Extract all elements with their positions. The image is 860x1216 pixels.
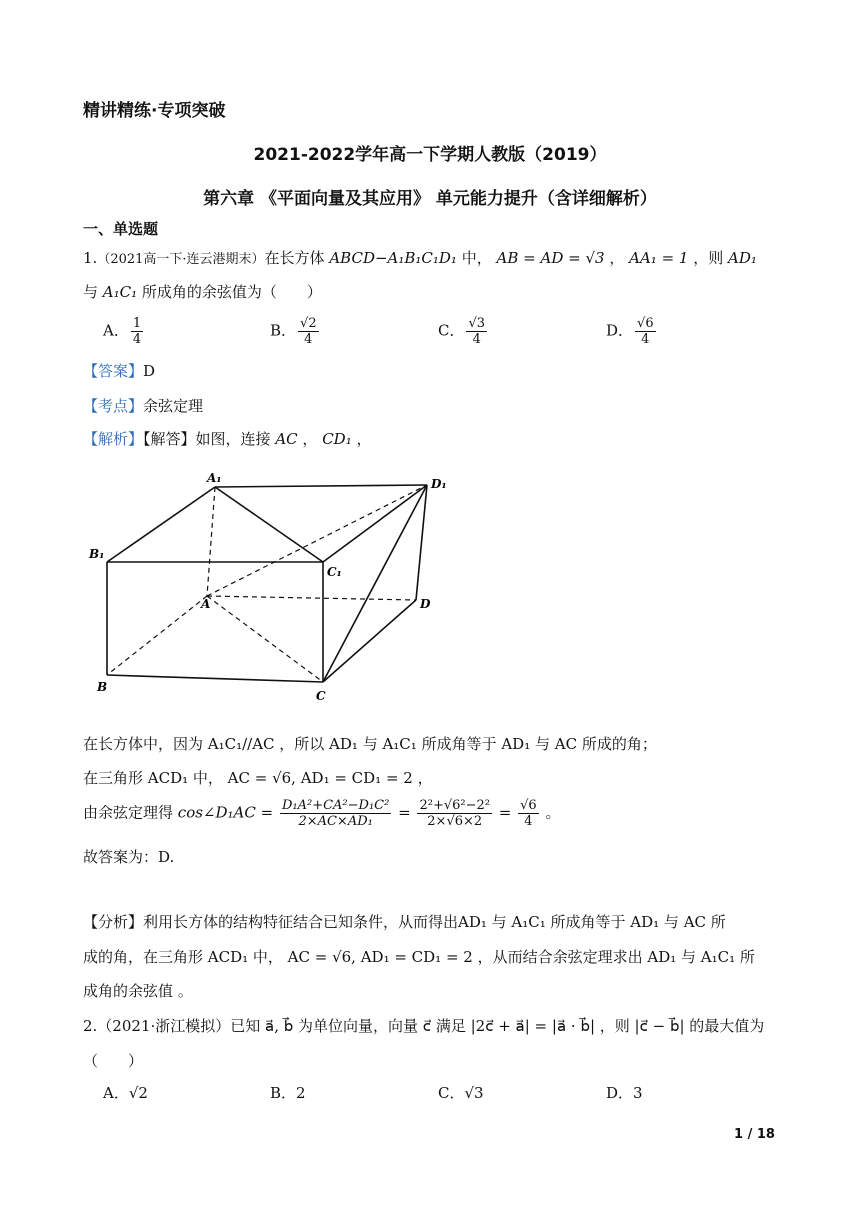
sol-text: 。: [545, 803, 561, 822]
q1-option-b[interactable]: [270, 316, 321, 347]
option-value: 2: [296, 1084, 306, 1102]
numerator: √6: [637, 316, 654, 331]
option-label: D．: [606, 1084, 634, 1102]
q1-expr-box: ABCD−A₁B₁C₁D₁: [329, 249, 457, 267]
numerator: √2: [300, 316, 317, 331]
q1-stem-text: ，则: [693, 249, 724, 267]
label-b1: B₁: [89, 547, 105, 561]
fenxi-line1: 【分析】利用长方体的结构特征结合已知条件，从而得出AD₁ 与 A₁C₁ 所成角等于 AD₁ 与 AC 所: [83, 913, 726, 931]
edge-a-c: [207, 596, 323, 682]
numerator: √3: [468, 316, 486, 331]
q1-stem-text: 所成角的余弦值为（ ）: [141, 283, 322, 301]
denominator: 4: [472, 332, 481, 347]
label-d1: D₁: [431, 477, 447, 491]
edge-c-d: [323, 600, 416, 682]
q2-option-b[interactable]: [270, 1082, 306, 1103]
option-fraction: [635, 316, 656, 347]
page-number: 1 / 18: [734, 1127, 775, 1142]
denominator: 4: [641, 332, 650, 347]
q1-stem-text: 与: [83, 283, 99, 301]
option-label: B．: [270, 1084, 297, 1102]
sol-fraction-1: [280, 798, 391, 829]
option-fraction: [298, 316, 319, 347]
sol-line3: [83, 798, 561, 829]
q1-answer: [83, 360, 155, 381]
brand-title: 精讲精练·专项突破: [83, 101, 226, 121]
q1-stem-line1: [83, 247, 757, 268]
sol-line2: 在三角形 ACD₁ 中， AC = √6, AD₁ = CD₁ = 2 ，: [83, 769, 433, 787]
edge-a-d1: [207, 485, 427, 596]
edge-b1-a1: [107, 487, 215, 562]
edge-a1-c1: [215, 487, 323, 562]
q1-expr-aa1: AA₁ = 1: [629, 249, 689, 267]
option-value: 3: [633, 1084, 643, 1102]
analysis-text: ，: [302, 430, 318, 448]
year-title: 2021-2022学年高一下学期人教版（2019）: [253, 145, 607, 165]
sol-cos: cos∠D₁AC =: [177, 803, 274, 822]
sol-fraction-3: [518, 798, 539, 829]
label-d: D: [420, 597, 431, 611]
point-value: 余弦定理: [143, 397, 204, 415]
option-label: A．: [103, 321, 129, 340]
sol-fraction-2: [417, 798, 492, 829]
denominator: 2×√6×2: [427, 814, 483, 829]
numerator: 1: [132, 316, 142, 331]
cuboid-figure: [80, 462, 460, 710]
numerator: D₁A²+CA²−D₁C²: [281, 798, 390, 813]
option-fraction: [466, 316, 487, 347]
q1-source: （2021高一下·连云港期末）: [97, 252, 265, 267]
analysis-text: ，: [356, 430, 372, 448]
option-label: C．: [438, 321, 465, 340]
edge-b-c: [107, 675, 323, 682]
label-c1: C₁: [327, 565, 342, 579]
q1-option-d[interactable]: [606, 316, 658, 347]
fenxi-line3: 成角的余弦值 。: [83, 982, 193, 1000]
analysis-text: 【解答】如图，连接: [143, 430, 271, 448]
analysis-cd1: CD₁: [322, 430, 352, 448]
option-label: C．: [438, 1084, 465, 1102]
edge-d1-c1: [323, 485, 427, 562]
option-label: D．: [606, 321, 634, 340]
option-value: √2: [128, 1084, 148, 1102]
q1-analysis: [83, 428, 372, 449]
sol-eq: =: [398, 803, 411, 822]
q2-option-d[interactable]: [606, 1082, 643, 1103]
chapter-title: 第六章 《平面向量及其应用》 单元能力提升（含详细解析）: [203, 189, 657, 209]
label-a1: A₁: [207, 471, 222, 485]
option-value: √3: [464, 1084, 484, 1102]
option-label: B．: [270, 321, 297, 340]
edge-c-d1: [323, 485, 427, 682]
denominator: 2×AC×AD₁: [298, 814, 373, 829]
denominator: 4: [524, 814, 533, 829]
option-label: A．: [103, 1084, 129, 1102]
analysis-ac: AC: [275, 430, 298, 448]
q1-number: 1.: [83, 249, 98, 267]
sol-line1: 在长方体中，因为 A₁C₁//AC ，所以 AD₁ 与 A₁C₁ 所成角等于 AD₁ 与 AC 所成的角；: [83, 735, 657, 753]
q1-stem-text: ，: [609, 249, 625, 267]
sol-eq: =: [498, 803, 512, 822]
q1-expr-ab: AB = AD = √3: [496, 249, 605, 267]
answer-value: D: [143, 362, 156, 380]
point-tag: 【考点】: [83, 397, 144, 415]
option-fraction: [131, 316, 143, 347]
q1-option-a[interactable]: [103, 316, 145, 347]
label-c: C: [316, 689, 326, 703]
q1-option-c[interactable]: [438, 316, 489, 347]
sol-text: 由余弦定理得: [83, 803, 174, 822]
q2-stem-line2: （ ）: [83, 1052, 144, 1070]
q1-stem-text: 在长方体: [264, 249, 325, 267]
answer-tag: 【答案】: [83, 362, 144, 380]
edge-a-d: [207, 596, 416, 600]
analysis-tag: 【解析】: [83, 430, 144, 448]
section-heading: 一、单选题: [83, 220, 159, 238]
q1-stem-text: 中，: [461, 249, 492, 267]
fenxi-line2: 成的角，在三角形 ACD₁ 中， AC = √6, AD₁ = CD₁ = 2 ，从而结合余弦定理求出 AD₁ 与 A₁C₁ 所: [83, 948, 755, 966]
q2-option-c[interactable]: [438, 1082, 484, 1103]
q2-option-a[interactable]: [103, 1082, 148, 1103]
numerator: 2²+√6²−2²: [419, 798, 490, 813]
q1-stem-line2: [83, 281, 322, 302]
label-b: B: [97, 680, 108, 694]
edge-a-b: [107, 596, 207, 675]
q2-stem-line1: 2.（2021·浙江模拟）已知 a⃗, b⃗ 为单位向量，向量 c⃗ 满足 |2c⃗ + a⃗| = |a⃗ · b⃗| ，则 |c⃗ − b⃗| 的最大值为: [83, 1017, 765, 1035]
edge-a1-d1: [215, 485, 427, 487]
numerator: √6: [520, 798, 537, 813]
denominator: 4: [304, 332, 313, 347]
sol-line4: 故答案为：D.: [83, 848, 175, 866]
label-a: A: [201, 597, 211, 611]
q1-point: [83, 395, 203, 416]
denominator: 4: [132, 332, 142, 347]
q1-expr-a1c1: A₁C₁: [102, 283, 138, 301]
q1-expr-ad1: AD₁: [728, 249, 757, 267]
edge-a1-a: [207, 487, 215, 596]
